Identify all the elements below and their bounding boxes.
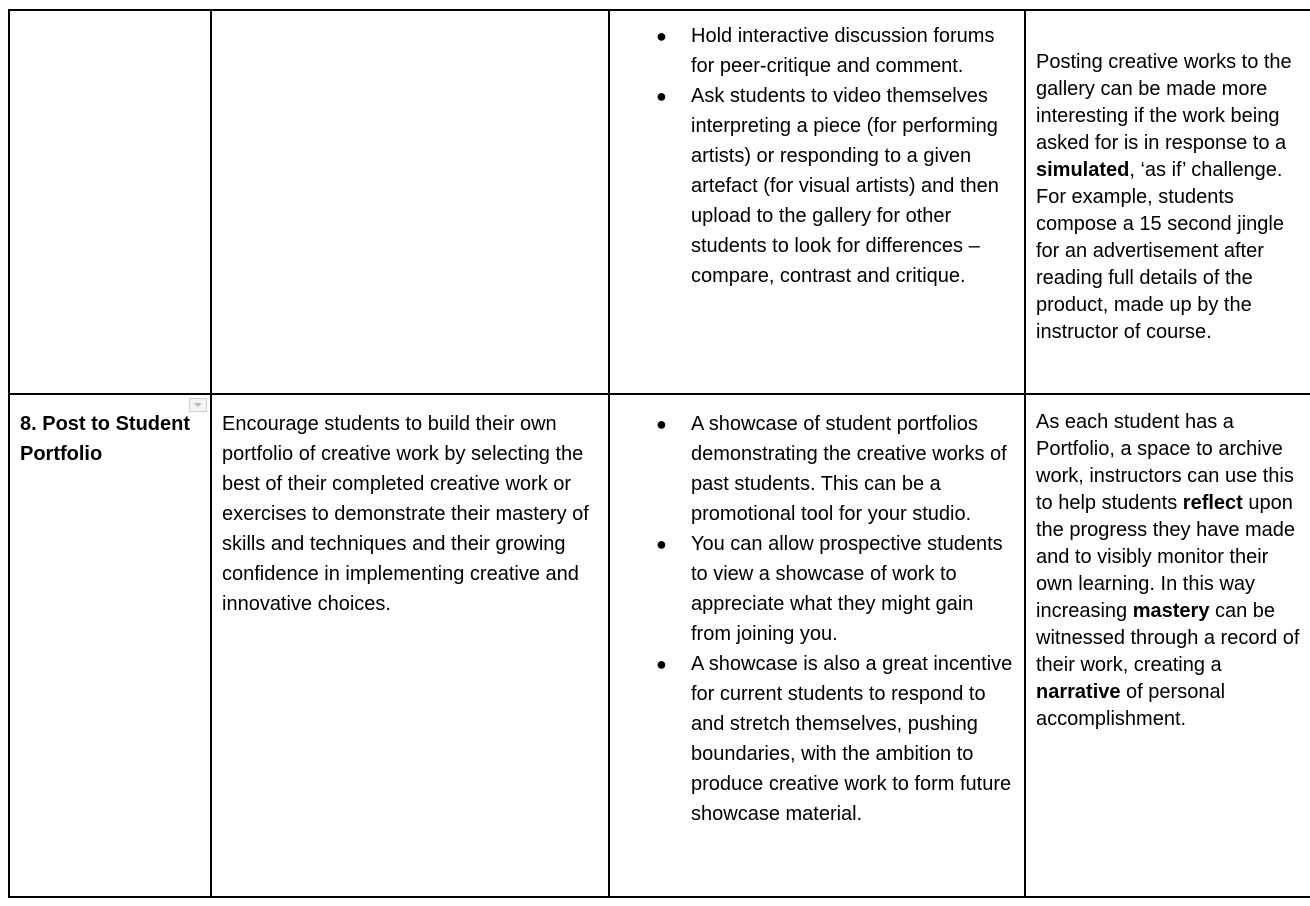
list-item — [610, 409, 1018, 529]
bullet-icon: ● — [656, 654, 667, 674]
list-item — [610, 649, 1018, 829]
bullet-icon: ● — [656, 86, 667, 106]
notes-bold-run: narrative — [1036, 681, 1121, 703]
list-item-text: A showcase of student portfolios demonstrating the creative works of past students. This can be a promotional tool for your studio. — [691, 413, 1007, 525]
list-item — [610, 81, 1018, 291]
activities-cell[interactable] — [609, 10, 1025, 394]
bullet-icon: ● — [656, 414, 667, 434]
content-table — [8, 9, 1310, 898]
bullet-icon: ● — [656, 26, 667, 46]
list-item-text: A showcase is also a great incentive for current students to respond to and stretch themselves, pushing boundaries, with the ambition to produce creative work to form future showcase material. — [691, 653, 1013, 825]
notes-bold-run: simulated — [1036, 159, 1130, 181]
notes-run: As each student has a Portfolio, a space to archive work, instructors can use this to help students — [1036, 411, 1294, 514]
activity-list — [610, 11, 1024, 291]
table-row — [9, 10, 1310, 394]
notes-cell[interactable] — [1025, 10, 1310, 394]
list-item — [610, 529, 1018, 649]
table-row — [9, 394, 1310, 897]
list-item-text: You can allow prospective students to view a showcase of work to appreciate what they might gain from joining you. — [691, 533, 1003, 645]
notes-run: , ‘as if’ challenge. For example, students compose a 15 second jingle for an advertisement after reading full details of the product, made up by the instructor of course. — [1036, 159, 1284, 343]
bullet-icon: ● — [656, 534, 667, 554]
row-description: Encourage students to build their own portfolio of creative work by selecting the best of their completed creative work or exercises to demonstrate their mastery of skills and techniques and their growing confidence in implementing creative and innovative choices. — [222, 413, 589, 615]
notes-text — [1026, 11, 1310, 346]
list-item-text: Ask students to video themselves interpreting a piece (for performing artists) or responding to a given artefact (for visual artists) and then upload to the gallery for other students to look for differences – compare, contrast and critique. — [691, 85, 999, 287]
notes-cell[interactable] — [1025, 394, 1310, 897]
description-cell[interactable] — [211, 10, 609, 394]
notes-run: upon the progress they have made and to visibly monitor their own learning. In this way increasing — [1036, 492, 1296, 622]
description-cell[interactable] — [211, 394, 609, 897]
notes-run: can be witnessed through a record of their work, creating a — [1036, 600, 1300, 676]
dropdown-arrow-icon[interactable] — [189, 398, 207, 412]
notes-bold-run: mastery — [1132, 600, 1210, 622]
list-item-text: Hold interactive discussion forums for peer-critique and comment. — [691, 25, 995, 77]
row-description — [212, 11, 608, 25]
row-heading — [10, 11, 210, 25]
heading-cell[interactable] — [9, 394, 211, 897]
notes-text — [1026, 395, 1310, 733]
heading-cell[interactable] — [9, 10, 211, 394]
activities-cell[interactable] — [609, 394, 1025, 897]
row-heading: 8. Post to Student Portfolio — [20, 413, 190, 465]
notes-bold-run: reflect — [1182, 492, 1243, 514]
list-item — [610, 21, 1018, 81]
heading-cell-inner — [10, 395, 210, 469]
activity-list — [610, 395, 1024, 829]
notes-run: of personal accomplishment. — [1036, 681, 1226, 730]
notes-run: Posting creative works to the gallery can be made more interesting if the work being asked for is in response to a — [1036, 51, 1292, 154]
